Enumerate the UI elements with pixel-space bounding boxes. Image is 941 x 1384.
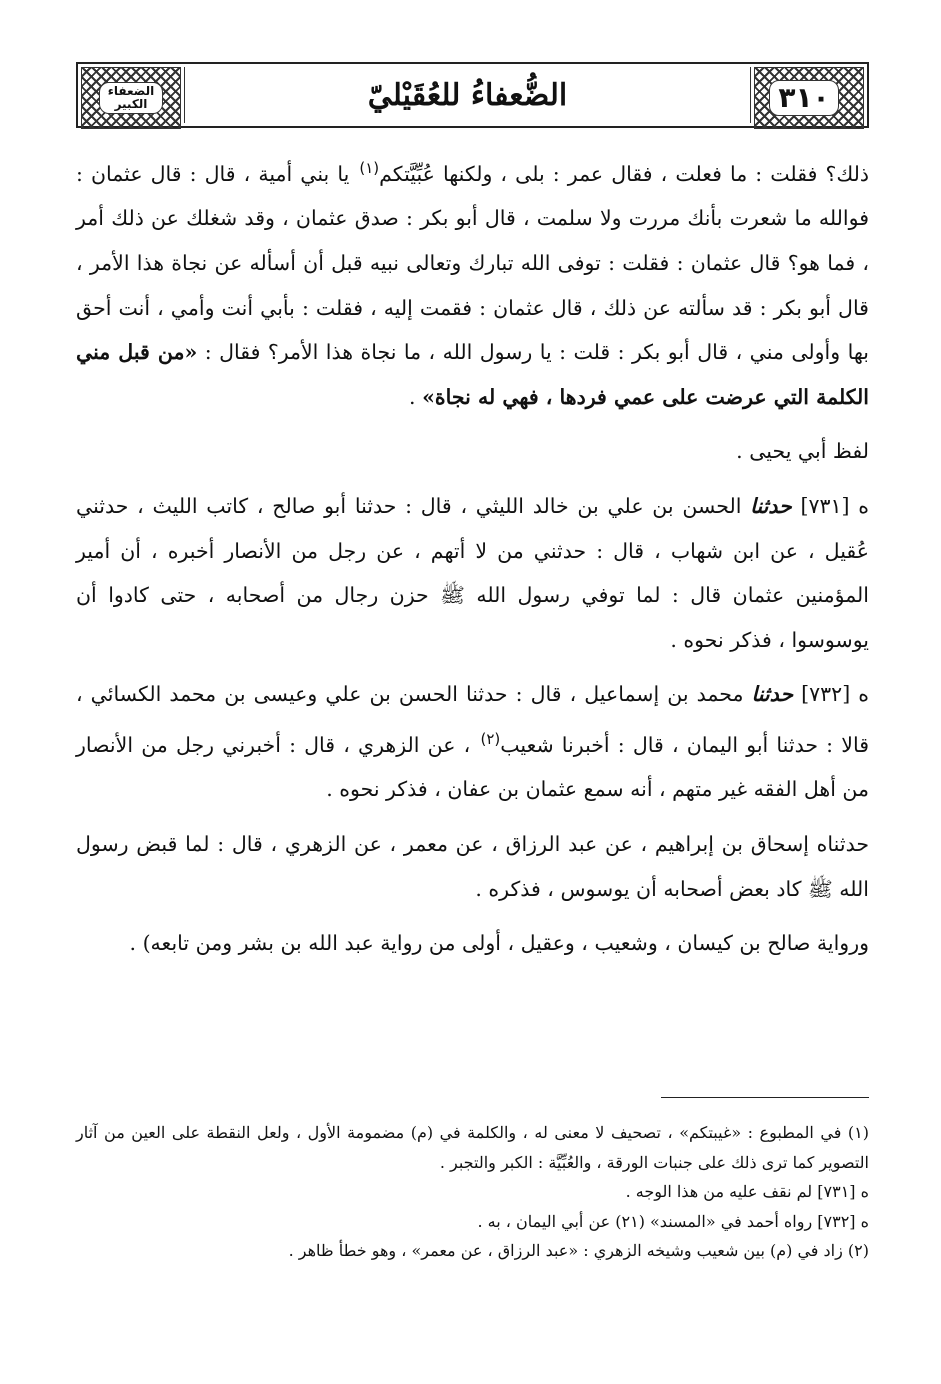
para1-end: . xyxy=(409,384,423,409)
hadith-number-731: ه [٧٣١] xyxy=(791,493,870,518)
footnote-732: ه [٧٣٢] رواه أحمد في «المسند» (٢١) عن أبي اليمان ، به . xyxy=(477,1211,869,1231)
footnote-marker-2: (٢) xyxy=(480,729,501,748)
paragraph-1 xyxy=(76,146,869,419)
page-number: ٣١٠ xyxy=(769,80,838,117)
header-ornament-right xyxy=(754,67,864,129)
haddathana-label: حدثنا xyxy=(750,493,792,518)
hadith-731-text: الحسن بن علي بن خالد الليثي ، قال : حدثنا أبو صالح ، كاتب الليث ، حدثني عُقيل ، عن ابن شهاب ، قال : حدثني من لا أتهم ، عن رجل من الأنصار أخبره ، أن أمير المؤمنين عثمان قال : لما توفي رسول الله ﷺ حزن رجال من أصحابه ، حتى كادوا أن يوسوسوا ، فذكر نحوه . xyxy=(76,493,869,652)
hadith-732-text-end: ، عن الزهري ، قال : أخبرني رجل من الأنصار من أهل الفقه غير متهم ، أنه سمع عثمان بن عفان ، فذكر نحوه . xyxy=(76,732,869,802)
running-title: الضُّعفاءُ للعُقَيْليّ xyxy=(367,77,568,113)
footnotes xyxy=(76,1118,869,1266)
hadith-732-text-start: محمد بن إسماعيل ، قال : حدثنا الحسن بن علي وعيسى بن محمد الكسائي ، قالا : حدثنا أبو اليمان ، قال : أخبرنا شعيب xyxy=(76,682,869,757)
para1-text-start: ذلك؟ فقلت : ما فعلت ، فقال عمر : بلى ، ولكنها عُبِّيَّتكم xyxy=(379,161,869,186)
paragraph-2: لفظ أبي يحيى . xyxy=(736,439,869,464)
header-ornament-left xyxy=(81,67,181,129)
footnote-2: (٢) زاد في (م) بين شعيب وشيخه الزهري : «عبد الرزاق ، عن معمر» ، وهو خطأ ظاهر . xyxy=(288,1241,869,1260)
hadith-quote: «من قبل مني الكلمة التي عرضت على عمي فردها ، فهي له نجاة» xyxy=(76,340,869,409)
page-header xyxy=(76,62,869,128)
paragraph-5: حدثناه إسحاق بن إبراهيم ، عن عبد الرزاق ، عن معمر ، عن الزهري ، قال : لما قبض رسول الله ﷺ كاد بعض أصحابه أن يوسوس ، فذكره . xyxy=(76,831,869,901)
main-text xyxy=(76,146,869,966)
footnote-divider xyxy=(661,1097,869,1098)
book-badge: الضعفاء الكبير xyxy=(99,82,164,114)
paragraph-731 xyxy=(76,484,869,662)
footnote-1: (١) في المطبوع : «غيبتكم» ، تصحيف لا معنى له ، والكلمة في (م) مضمومة الأول ، ولعل النقطة على العين من آثار التصوير كما ترى ذلك على جنبات الورقة ، والعُبِّيَّة : الكبر والتجبر . xyxy=(76,1123,869,1172)
haddathana-label: حدثنا xyxy=(751,682,794,707)
header-title-box xyxy=(184,67,751,123)
para1-text-middle: يا بني أمية ، قال : قال عثمان : فوالله ما شعرت بأنك مررت ولا سلمت ، قال أبو بكر : صدق عثمان ، وقد شغلك عن ذلك أمر ، فما هو؟ قال عثمان : فقلت : توفى الله تبارك وتعالى نبيه قبل أن أسأله عن نجاة هذا الأمر ، قال أبو بكر : قد سألته عن ذلك ، قال عثمان : فقمت إليه ، فقلت : بأبي أنت وأمي ، أنت أحق بها وأولى مني ، قال أبو بكر : قلت : يا رسول الله ، ما نجاة هذا الأمر؟ فقال : xyxy=(76,161,869,365)
footnote-731: ه [٧٣١] لم نقف عليه من هذا الوجه . xyxy=(625,1182,869,1201)
hadith-number-732: ه [٧٣٢] xyxy=(793,682,869,707)
paragraph-6: ورواية صالح بن كيسان ، وشعيب ، وعقيل ، أولى من رواية عبد الله بن بشر ومن تابعه) . xyxy=(129,931,869,956)
footnote-marker-1: (١) xyxy=(359,159,380,177)
paragraph-732 xyxy=(76,672,869,812)
